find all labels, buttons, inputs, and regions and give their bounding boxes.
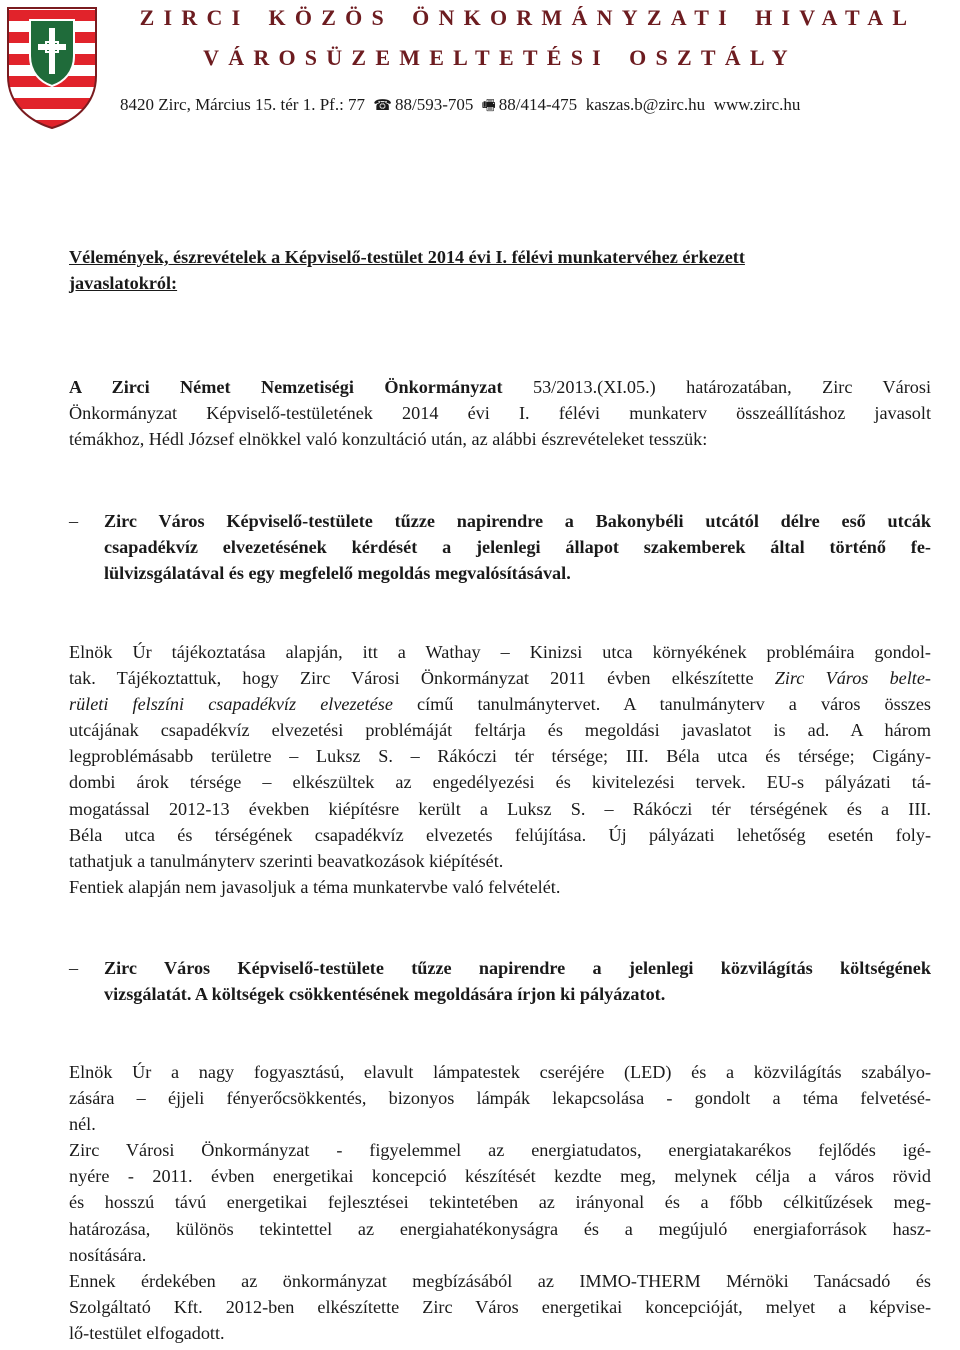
bullet-dash: – (69, 511, 79, 531)
contact-line (120, 95, 960, 120)
intro-line: A Zirci Német Nemzetiségi Önkormányzat 53/2013.(XI.05.) határozatában, Zirc Városi (69, 377, 931, 397)
proposal-item-1 (69, 508, 931, 586)
paragraph-line: Elnök Úr a nagy fogyasztású, elavult lámpatestek cseréjére (LED) és a közvilágítás szabályo- (69, 1062, 931, 1082)
paragraph-line: utcájának csapadékvíz elvezetési problémáját feltárja és megoldási javaslatot is ad. A három (69, 720, 931, 741)
proposal-line: lülvizsgálatával és egy megfelelő megoldás megvalósításával. (104, 563, 571, 584)
title-line: javaslatokról: (69, 273, 178, 294)
fax-icon: 🖷 (481, 98, 496, 114)
proposal-line: Zirc Város Képviselő-testülete tűzze napirendre a jelenlegi közvilágítás költségének (104, 958, 931, 978)
paragraph-line: Szolgáltató Kft. 2012-ben elkészítette Zirc Város energetikai koncepcióját, melyet a képvise- (69, 1296, 931, 1317)
paragraph-line: nél. (69, 1114, 96, 1135)
paragraph-line: zására – éjjeli fényerőcsökkentés, bizonyos lámpák lekapcsolása - gondolt a téma felvetésé- (69, 1088, 931, 1109)
intro-paragraph (69, 374, 931, 452)
department-name: VÁROSÜZEMELTETÉSI OSZTÁLY (203, 45, 797, 70)
proposal-line: Zirc Város Képviselő-testülete tűzze napirendre a Bakonybéli utcától délre eső utcák (104, 511, 931, 531)
telephone-icon: ☎ (373, 98, 392, 114)
email-address: kaszas.b@zirc.hu (585, 95, 706, 114)
proposal-line: csapadékvíz elvezetésének kérdését a jelenlegi állapot szakemberek által történő fe- (104, 537, 931, 558)
intro-line: témákhoz, Hédl József elnökkel való konzultáció után, az alábbi észrevételeket tesszük: (69, 429, 708, 450)
paragraph-line: rületi felszíni csapadékvíz elvezetése című tanulmánytervet. A tanulmányterv a város összes (69, 694, 932, 715)
website: www.zirc.hu (713, 95, 801, 114)
paragraph-line: dombi árok térsége – elkészültek az engedélyezési és kivitelezési tervek. EU-s pályázati tá- (69, 772, 931, 793)
paragraph-line: tak. Tájékoztattuk, hogy Zirc Városi Önkormányzat 2011 évben elkészítette Zirc Város belte- (69, 668, 931, 689)
paragraph-line: Ennek érdekében az önkormányzat megbízásából az IMMO-THERM Mérnöki Tanácsadó és (69, 1270, 931, 1291)
paragraph-line: legproblémásabb területre – Luksz S. – Rákóczi tér térsége; III. Béla utca és térsége; Cigány- (69, 746, 931, 767)
paragraph-line: és hosszú távú energetikai fejlesztései tekintetében az irányonal és a főbb célkitűzések meg- (69, 1192, 931, 1213)
response-paragraph-2 (69, 1059, 931, 1346)
paragraph-line: Elnök Úr tájékoztatása alapján, itt a Wathay – Kinizsi utca környékének problémáira gondol- (69, 642, 931, 662)
bullet-dash: – (69, 958, 79, 978)
proposal-line: vizsgálatát. A költségek csökkentésének megoldására írjon ki pályázatot. (104, 984, 666, 1005)
fax-number: 88/414-475 (498, 95, 578, 114)
paragraph-line: határozása, különös tekintettel az energiahatékonyságra és a megújuló energiaforrások hasz- (69, 1218, 931, 1239)
paragraph-line: Zirc Városi Önkormányzat - figyelemmel az energiatudatos, energiatakarékos fejlődés igé- (69, 1140, 931, 1161)
response-paragraph-1 (69, 639, 931, 900)
office-name: ZIRCI KÖZÖS ÖNKORMÁNYZATI HIVATAL (139, 5, 917, 30)
phone-number: 88/593-705 (394, 95, 474, 114)
paragraph-line: lő-testület elfogadott. (69, 1322, 225, 1343)
document-title (69, 244, 931, 296)
paragraph-line: Béla utca és térségének csapadékvíz elvezetés felújítása. Új pályázati lehetőség esetén foly- (69, 824, 931, 845)
title-line: Vélemények, észrevételek a Képviselő-testület 2014 évi I. félévi munkatervéhez érkezett (69, 247, 745, 267)
paragraph-line: Fentiek alapján nem javasoljuk a téma munkatervbe való felvételét. (69, 876, 561, 897)
intro-line: Önkormányzat Képviselő-testületének 2014 évi I. félévi munkaterv összeállításhoz javasolt (69, 403, 931, 424)
paragraph-line: mogatással 2012-13 években kiépítésre került a Luksz S. – Rákóczi tér térségének és a III. (69, 798, 931, 819)
paragraph-line: tathatjuk a tanulmányterv szerinti beavatkozások kiépítését. (69, 850, 504, 871)
proposal-item-2 (69, 955, 931, 1007)
paragraph-line: nyére - 2011. évben energetikai koncepció készítését kezdte meg, melynek célja a város rövid (69, 1166, 931, 1187)
paragraph-line: nosítására. (69, 1244, 147, 1265)
address: 8420 Zirc, Március 15. tér 1. Pf.: 77 (120, 95, 366, 114)
